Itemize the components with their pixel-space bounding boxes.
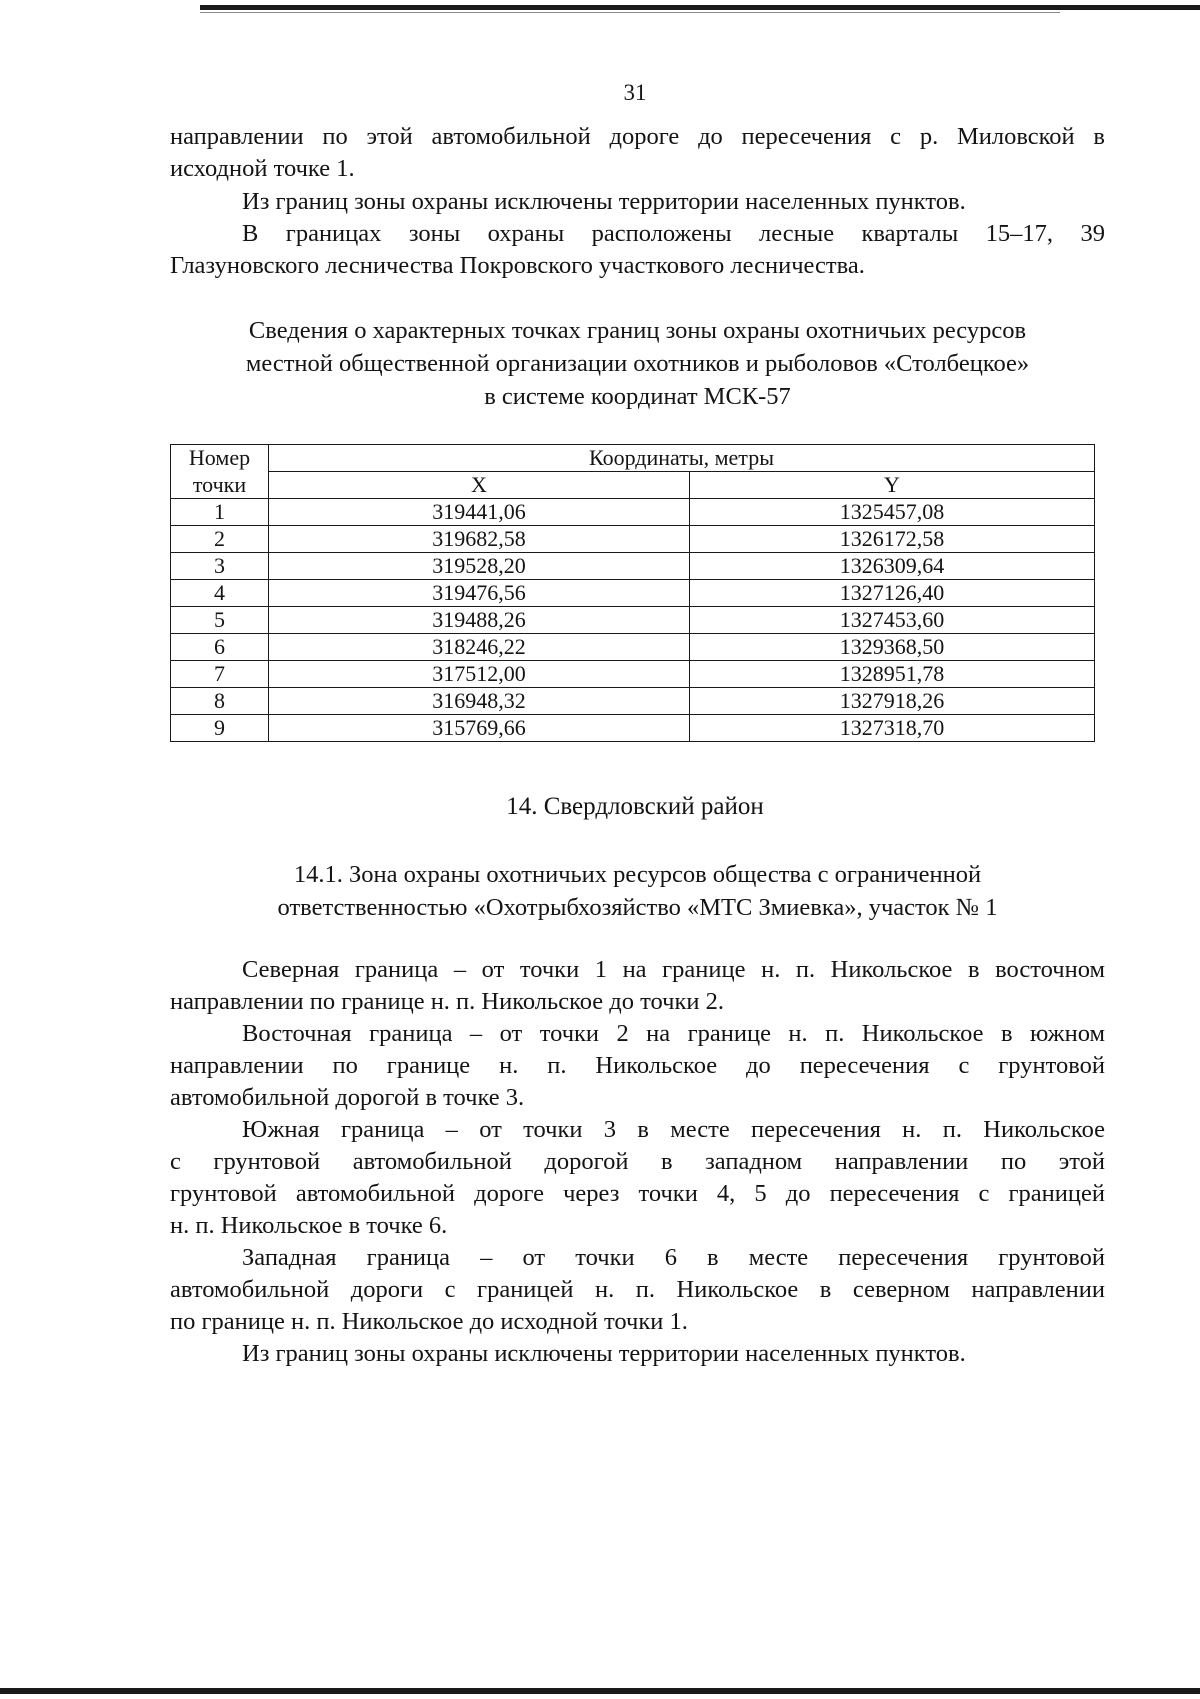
table-header-row: [171, 472, 1095, 499]
table-row: [171, 607, 1095, 634]
header-x: X: [269, 472, 690, 499]
subsection-title-line: 14.1. Зона охраны охотничьих ресурсов общества с ограниченной: [293, 861, 982, 888]
top-border-line: [200, 5, 1200, 10]
caption-line: Сведения о характерных точках границ зоны охраны охотничьих ресурсов: [248, 317, 1027, 344]
point-number-cell: 8: [171, 688, 269, 715]
point-number-cell: 5: [171, 607, 269, 634]
table-header-row: [171, 445, 1095, 472]
table-row: [171, 634, 1095, 661]
point-number-cell: 6: [171, 634, 269, 661]
y-coordinate-cell: 1327126,40: [690, 580, 1095, 607]
text-line: н. п. Никольское в точке 6.: [170, 1212, 448, 1239]
intro-paragraph-3: [170, 218, 1105, 282]
intro-paragraph-1: [170, 121, 1105, 185]
text-line: Из границ зоны охраны исключены территории населенных пунктов.: [242, 188, 966, 215]
x-coordinate-cell: 319682,58: [269, 526, 690, 553]
x-coordinate-cell: 317512,00: [269, 661, 690, 688]
section-title: 14. Свердловский район: [506, 793, 764, 820]
y-coordinate-cell: 1327918,26: [690, 688, 1095, 715]
text-line: направлении по границе н. п. Никольское до точки 2.: [170, 988, 724, 1015]
caption-line: местной общественной организации охотников и рыболовов «Столбецкое»: [245, 350, 1030, 377]
y-coordinate-cell: 1326172,58: [690, 526, 1095, 553]
x-coordinate-cell: 318246,22: [269, 634, 690, 661]
header-coordinates: Координаты, метры: [269, 445, 1095, 472]
text-line: исходной точке 1.: [170, 155, 355, 182]
x-coordinate-cell: 319441,06: [269, 499, 690, 526]
exclusion-paragraph: [170, 1338, 1105, 1370]
text-line: автомобильной дорогой в точке 3.: [170, 1084, 525, 1111]
text-line: направлении по этой автомобильной дороге до пересечения с р. Миловской в: [170, 123, 1105, 150]
y-coordinate-cell: 1329368,50: [690, 634, 1095, 661]
x-coordinate-cell: 316948,32: [269, 688, 690, 715]
table-row: [171, 661, 1095, 688]
point-number-cell: 3: [171, 553, 269, 580]
text-line: направлении по границе н. п. Никольское до пересечения с грунтовой: [170, 1052, 1105, 1079]
table-caption: [170, 314, 1105, 413]
text-line: Глазуновского лесничества Покровского участкового лесничества.: [170, 252, 865, 279]
table-row: [171, 688, 1095, 715]
point-number-cell: 9: [171, 715, 269, 742]
caption-line: в системе координат МСК-57: [484, 383, 791, 410]
text-line: Южная граница – от точки 3 в месте пересечения н. п. Никольское: [242, 1116, 1105, 1143]
text-line: Восточная граница – от точки 2 на границе н. п. Никольское в южном: [242, 1020, 1105, 1047]
top-border-thin-line: [200, 12, 1060, 13]
y-coordinate-cell: 1327318,70: [690, 715, 1095, 742]
west-border-paragraph: [170, 1242, 1105, 1338]
text-line: с грунтовой автомобильной дорогой в западном направлении по этой: [170, 1148, 1105, 1175]
table-row: [171, 553, 1095, 580]
point-number-cell: 1: [171, 499, 269, 526]
y-coordinate-cell: 1326309,64: [690, 553, 1095, 580]
header-number-top: Номер: [171, 445, 269, 472]
text-line: грунтовой автомобильной дороге через точки 4, 5 до пересечения с границей: [170, 1180, 1105, 1207]
x-coordinate-cell: 319488,26: [269, 607, 690, 634]
x-coordinate-cell: 319476,56: [269, 580, 690, 607]
text-line: Северная граница – от точки 1 на границе н. п. Никольское в восточном: [242, 956, 1105, 983]
x-coordinate-cell: 315769,66: [269, 715, 690, 742]
coordinates-table: [170, 444, 1095, 742]
point-number-cell: 4: [171, 580, 269, 607]
y-coordinate-cell: 1327453,60: [690, 607, 1095, 634]
point-number-cell: 7: [171, 661, 269, 688]
table-row: [171, 580, 1095, 607]
point-number-cell: 2: [171, 526, 269, 553]
subsection-title-line: ответственностью «Охотрыбхозяйство «МТС Змиевка», участок № 1: [277, 894, 998, 921]
south-border-paragraph: [170, 1114, 1105, 1242]
text-line: В границах зоны охраны расположены лесные кварталы 15–17, 39: [242, 220, 1105, 247]
subsection-title: [170, 858, 1105, 924]
table-body: [171, 499, 1095, 742]
y-coordinate-cell: 1325457,08: [690, 499, 1095, 526]
header-y: Y: [690, 472, 1095, 499]
table-row: [171, 715, 1095, 742]
text-line: Западная граница – от точки 6 в месте пересечения грунтовой: [242, 1244, 1105, 1271]
bottom-border-line: [0, 1688, 1200, 1694]
table-row: [171, 499, 1095, 526]
north-border-paragraph: [170, 954, 1105, 1018]
text-line: автомобильной дороги с границей н. п. Никольское в северном направлении: [170, 1276, 1105, 1303]
text-line: по границе н. п. Никольское до исходной точки 1.: [170, 1308, 688, 1335]
table-row: [171, 526, 1095, 553]
intro-paragraph-2: [170, 186, 1105, 218]
y-coordinate-cell: 1328951,78: [690, 661, 1095, 688]
east-border-paragraph: [170, 1018, 1105, 1114]
x-coordinate-cell: 319528,20: [269, 553, 690, 580]
header-number-bottom: точки: [171, 472, 269, 499]
text-line: Из границ зоны охраны исключены территории населенных пунктов.: [242, 1340, 966, 1367]
page-number: 31: [623, 80, 647, 105]
